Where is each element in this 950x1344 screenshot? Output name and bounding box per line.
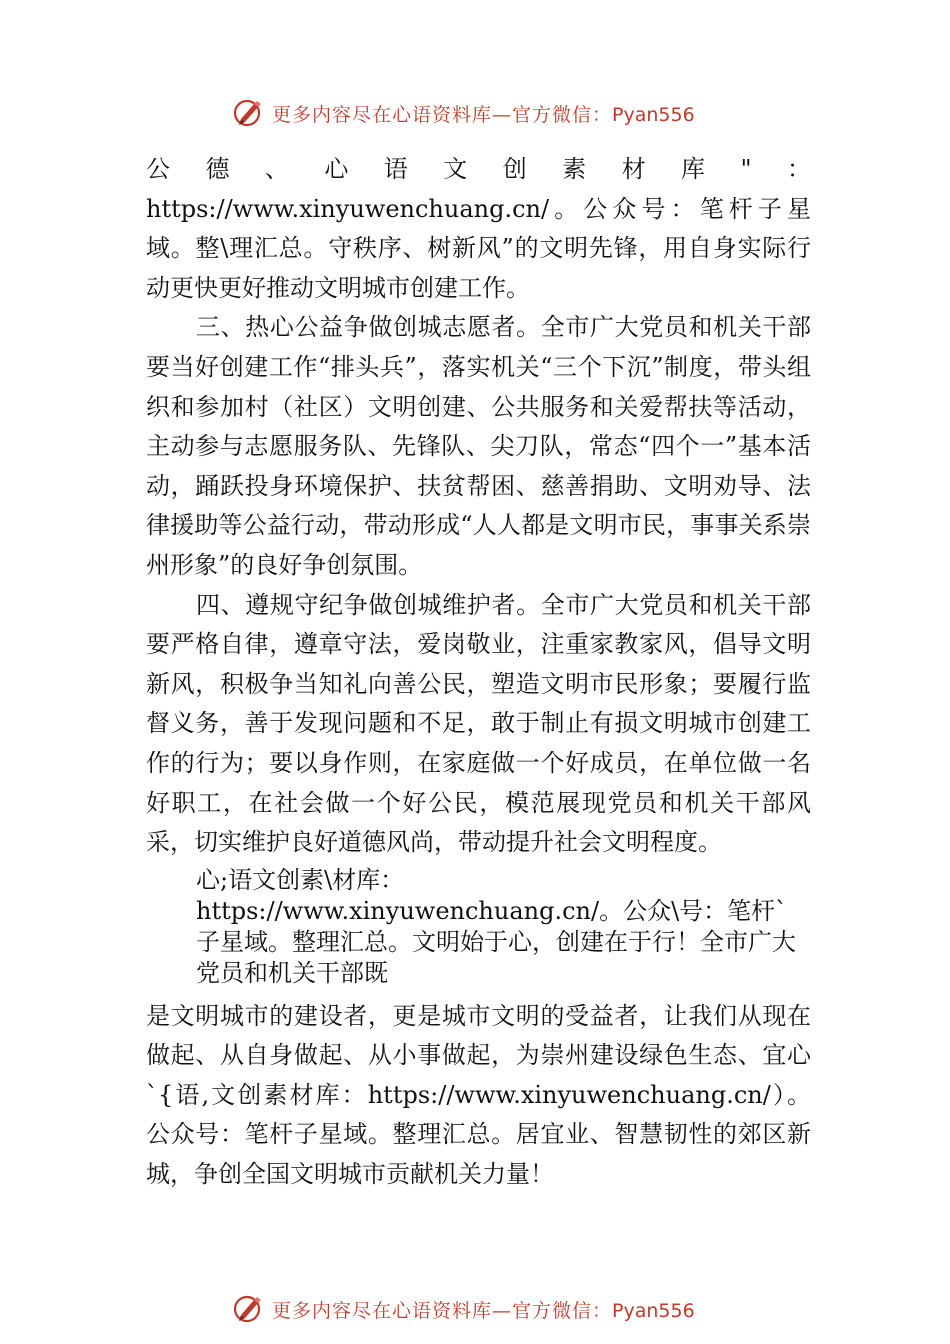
paragraph-4: 心;语文创素\材库：https://www.xinyuwenchuang.cn/。公众\号：笔杆`子星域。整理汇总。文明始于心，创建在于行！全市广大党员和机关干部既 [196, 865, 796, 987]
paragraph-3: 四、遵规守纪争做创城维护者。全市广大党员和机关干部要严格自律，遵章守法，爱岗敬业，注重家教家风，倡导文明新风，积极争当知礼向善公民，塑造文明市民形象；要履行监督义务，善于发现问题和不足，敢于制止有损文明城市创建工作的行为；要以身作则，在家庭做一个好成员，在单位做一名好职工，在社会做一个好公民，模范展现党员和机关干部风采，切实维护良好道德风尚，带动提升社会文明程度。 [146, 590, 811, 857]
paragraph-2: 三、热心公益争做创城志愿者。全市广大党员和机关干部要当好创建工作“排头兵”，落实机关“三个下沉”制度，带头组织和参加村（社区）文明创建、公共服务和关爱帮扶等活动，主动参与志愿服务队、先锋队、尖刀队，常态“四个一”基本活动，踊跃投身环境保护、扶贫帮困、慈善捐助、文明劝导、法律援助等公益行动，带动形成“人人都是文明市民，事事关系崇州形象”的良好争创氛围。 [146, 313, 811, 579]
document-body [146, 150, 811, 1195]
header-banner [232, 96, 695, 130]
paragraph-5: 是文明城市的建设者，更是城市文明的受益者，让我们从现在做起、从自身做起、从小事做起，为崇州建设绿色生态、宜心`{语,文创素材库：https://www.xinyuwenchuang.cn/）。公众号：笔杆子星域。整理汇总。居宜业、智慧韧性的郊区新城，争创全国文明城市贡献机关力量！ [146, 1001, 811, 1189]
paragraph-1: 公德、心语文创素材库"：https://www.xinyuwenchuang.cn/。公众号：笔杆子星域。整\理汇总。守秩序、树新风”的文明先锋，用自身实际行动更快更好推动文明城市创建工作。 [146, 155, 811, 302]
footer-banner [232, 1292, 695, 1326]
pen-logo-icon [232, 1292, 266, 1326]
pen-logo-icon [232, 96, 266, 130]
footer-wechat-id: Pyan556 [612, 1299, 695, 1322]
header-text: 更多内容尽在心语资料库—官方微信：Pyan556 [272, 103, 695, 126]
footer-text: 更多内容尽在心语资料库—官方微信：Pyan556 [272, 1299, 695, 1322]
header-wechat-id: Pyan556 [612, 103, 695, 126]
